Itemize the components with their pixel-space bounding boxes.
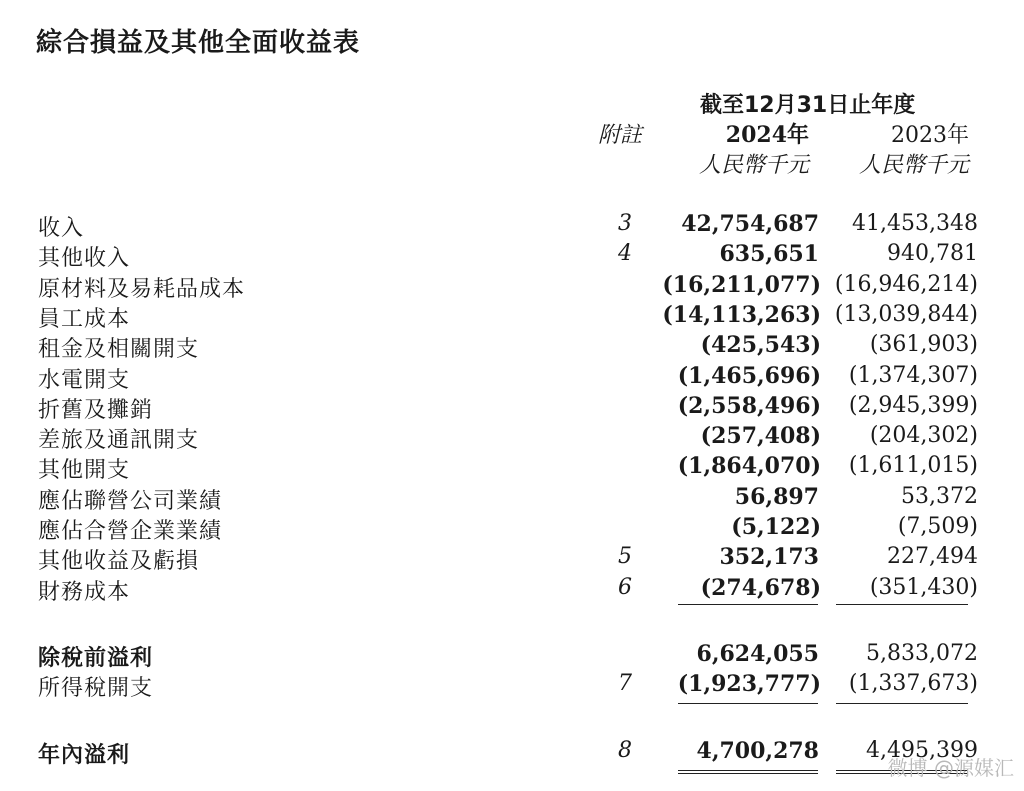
line-item-row	[0, 393, 1024, 423]
row-note: 8	[618, 738, 632, 763]
line-item-row	[0, 302, 1024, 332]
row-value-2023: 940,781	[887, 241, 978, 266]
row-label: 折舊及攤銷	[38, 398, 154, 423]
subtotal-rule-2023	[836, 604, 968, 605]
income-tax-row	[0, 671, 1024, 701]
row-label: 所得稅開支	[38, 676, 154, 701]
row-value-2023: 5,833,072	[866, 641, 978, 666]
line-item-row	[0, 241, 1024, 271]
row-value-2024: 56,897	[734, 484, 819, 510]
line-item-row	[0, 514, 1024, 544]
row-note: 6	[618, 575, 632, 600]
profit-before-tax-row	[0, 641, 1024, 671]
row-value-2024: (425,543)	[700, 332, 821, 358]
line-item-row	[0, 211, 1024, 241]
year-2024-header: 2024年	[725, 122, 809, 148]
row-value-2024: (274,678)	[700, 575, 821, 601]
row-value-2024: 6,624,055	[696, 641, 819, 667]
row-label: 差旅及通訊開支	[38, 428, 200, 453]
subtotal-rule-2024	[678, 604, 818, 605]
row-value-2023: (16,946,214)	[834, 272, 978, 297]
row-label: 其他開支	[38, 458, 131, 483]
row-value-2023: 4,495,399	[866, 738, 978, 763]
line-item-row	[0, 272, 1024, 302]
row-note: 5	[618, 544, 632, 569]
row-value-2024: 635,651	[719, 241, 819, 267]
row-value-2024: (5,122)	[731, 514, 821, 540]
line-item-row	[0, 575, 1024, 605]
row-value-2023: 227,494	[887, 544, 978, 569]
row-label: 應佔聯營公司業績	[38, 489, 223, 514]
period-header: 截至12月31日止年度	[700, 93, 916, 118]
row-value-2024: (257,408)	[700, 423, 821, 449]
row-note: 4	[618, 241, 632, 266]
row-value-2024: (16,211,077)	[662, 272, 821, 298]
line-item-row	[0, 484, 1024, 514]
row-value-2023: (351,430)	[869, 575, 978, 600]
row-value-2023: (1,374,307)	[848, 363, 978, 388]
row-value-2024: 4,700,278	[696, 738, 819, 764]
row-value-2023: (7,509)	[897, 514, 978, 539]
row-note: 3	[618, 211, 632, 236]
watermark: 微博 @源媒汇	[887, 756, 1014, 780]
row-label: 租金及相關開支	[38, 337, 200, 362]
total-double-rule-2024	[678, 770, 818, 774]
line-item-row	[0, 363, 1024, 393]
row-label: 財務成本	[38, 580, 131, 605]
line-item-row	[0, 453, 1024, 483]
row-value-2023: 53,372	[901, 484, 978, 509]
profit-for-year-row	[0, 738, 1024, 768]
row-value-2023: (1,611,015)	[848, 453, 978, 478]
line-item-row	[0, 544, 1024, 574]
row-label: 收入	[38, 216, 85, 241]
tax-rule-2023	[836, 703, 968, 704]
row-value-2024: 352,173	[719, 544, 819, 570]
row-value-2023: (361,903)	[869, 332, 978, 357]
row-label: 原材料及易耗品成本	[38, 277, 246, 302]
row-label: 其他收益及虧損	[38, 549, 200, 574]
row-value-2024: (1,923,777)	[677, 671, 821, 697]
row-value-2023: (13,039,844)	[834, 302, 978, 327]
row-value-2023: (1,337,673)	[848, 671, 978, 696]
row-value-2024: (2,558,496)	[677, 393, 821, 419]
row-value-2024: 42,754,687	[681, 211, 819, 237]
row-label: 除稅前溢利	[38, 646, 154, 671]
year-2023-header: 2023年	[891, 123, 969, 148]
statement-title: 綜合損益及其他全面收益表	[36, 28, 361, 58]
row-note: 7	[618, 671, 632, 696]
line-item-row	[0, 332, 1024, 362]
row-value-2023: 41,453,348	[852, 211, 978, 236]
row-label: 員工成本	[38, 307, 131, 332]
row-label: 應佔合營企業業績	[38, 519, 223, 544]
row-label: 年內溢利	[38, 743, 131, 768]
tax-rule-2024	[678, 703, 818, 704]
row-label: 水電開支	[38, 368, 131, 393]
row-value-2024: (14,113,263)	[662, 302, 821, 328]
note-column-header: 附註	[598, 123, 643, 148]
unit-2023-header: 人民幣千元	[858, 153, 969, 178]
row-value-2024: (1,465,696)	[677, 363, 821, 389]
unit-2024-header: 人民幣千元	[698, 153, 809, 178]
row-value-2023: (2,945,399)	[848, 393, 978, 418]
row-value-2023: (204,302)	[869, 423, 978, 448]
row-value-2024: (1,864,070)	[677, 453, 821, 479]
row-label: 其他收入	[38, 246, 131, 271]
line-item-row	[0, 423, 1024, 453]
